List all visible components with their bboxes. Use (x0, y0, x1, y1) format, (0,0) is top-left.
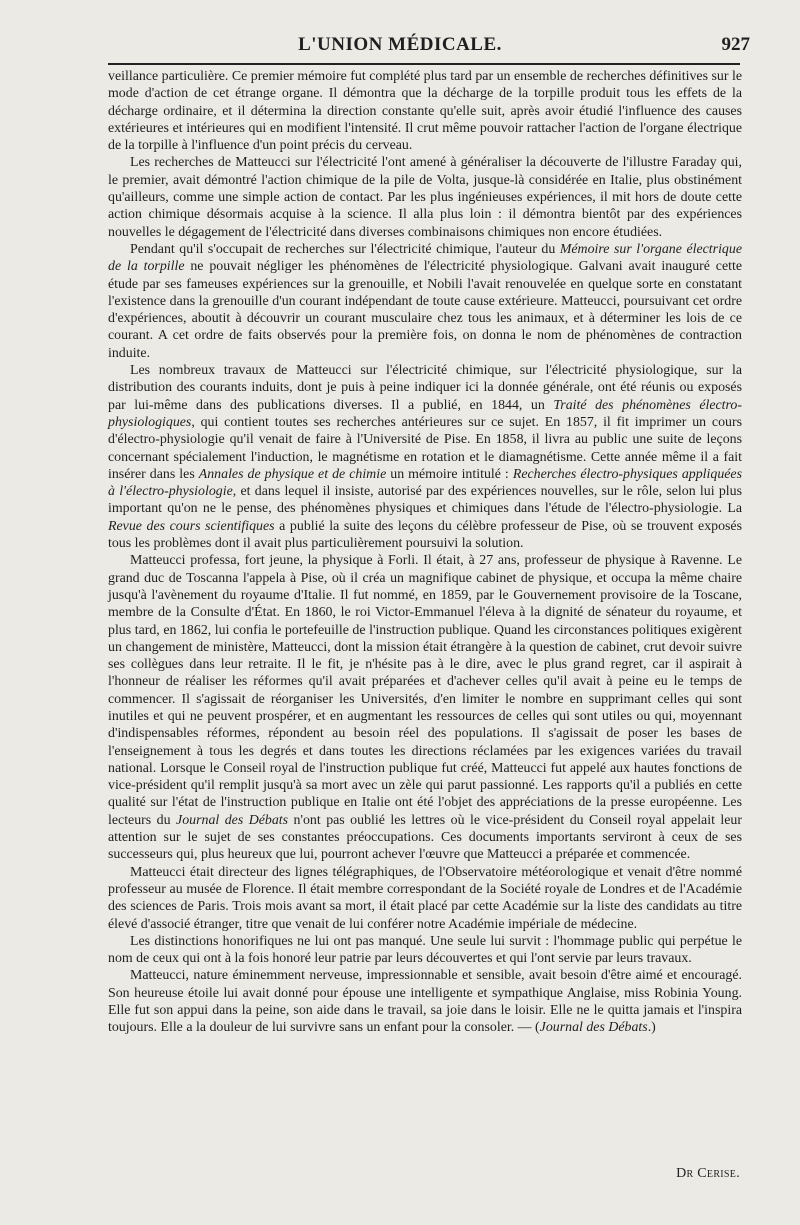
paragraph-6: Matteucci était directeur des lignes télégraphiques, de l'Observatoire météorologique et venait d'être nommé professeur au musée de Florence. Il était membre correspondant de la Société royale de Londres et de l'Académie des sciences de Paris. Trois mois avant sa mort, il était placé par cette Académie sur la liste des candidats au titre élevé d'associé étranger, titre que venait de lui conférer notre Académie impériale de médecine. (108, 864, 742, 932)
author-signature: Dr Cerise. (676, 1166, 740, 1181)
paragraph-8: Matteucci, nature éminemment nerveuse, impressionnable et sensible, avait besoin d'être aimé et encouragé. Son heureuse étoile lui avait donné pour épouse une intelligente et sympathique Anglaise, miss Robinia Young. Elle fut son appui dans la peine, son aide dans le travail, sa joie dans le loisir. Elle ne le quitta jamais et l'inspira toujours. Elle a la douleur de lui survivre sans un enfant pour la consoler. — (Journal des Débats.) (108, 968, 742, 1036)
running-title: L'UNION MÉDICALE. (298, 34, 502, 55)
paragraph-1: veillance particulière. Ce premier mémoire fut complété plus tard par un ensemble de recherches définitives sur le mode d'action de cet étrange organe. Il démontra que la décharge de la torpille produit tous les effets de la décharge ordinaire, et il détermina la direction constante qu'elle suit, après avoir étudié l'influence des causes extérieures et intérieures qui en modifient l'intensité. Il crut même pouvoir rattacher l'action de l'organe électrique de la torpille à l'influence d'un point précis du cerveau. (108, 69, 742, 154)
italic-title: Revue des cours scientifiques (108, 518, 275, 534)
italic-title: Journal des Débats (176, 812, 289, 828)
paragraph-4: Les nombreux travaux de Matteucci sur l'électricité chimique, sur l'électricité physiologique, sur la distribution des courants induits, dont je puis à peine indiquer ici la donnée générale, ont été réunis ou exposés par lui-même dans des publications diverses. Il a publié, en 1844, un Traité des phénomènes électro-physiologiques, qui contient toutes ses recherches antérieures sur ce sujet. En 1857, il fit imprimer un cours d'électro-physiologie qu'il venait de faire à l'Université de Pise. En 1858, il livra au public une suite de leçons concernant spécialement l'induction, le magnétisme en rotation et le diamagnétisme. Cette année même il a fait insérer dans les Annales de physique et de chimie un mémoire intitulé : Recherches électro-physiques appliquées à l'électro-physiologie, et dans lequel il insiste, autorisé par des expériences nouvelles, sur le rôle, selon lui plus important qu'on ne le pense, des phénomènes physiques et chimiques dans l'étude de l'électro-physiologie. La Revue des cours scientifiques a publié la suite des leçons du célèbre professeur de Pise, où se trouvent exposés tous les problèmes dont il avait plus particulièrement poursuivi la solution. (108, 363, 743, 552)
page-number: 927 (721, 34, 750, 55)
paragraph-7: Les distinctions honorifiques ne lui ont pas manqué. Une seule lui survit : l'hommage public qui perpétue le nom de ceux qui ont à la fois honoré leur patrie par leurs découvertes et qui l'ont servie par leurs travaux. (108, 933, 742, 967)
italic-title: Mémoire sur l'organe électrique de la torpille (108, 241, 742, 275)
italic-title: Traité des phénomènes électro-physiologiques (108, 397, 742, 430)
article-body (108, 68, 742, 1037)
running-header (0, 34, 800, 64)
paragraph-5: Matteucci professa, fort jeune, la physique à Forli. Il était, à 27 ans, professeur de physique à Ravenne. Le grand duc de Toscanna l'appela à Pise, où il créa un magnifique cabinet de physique, et occupa la même chaire jusqu'à l'avènement du royaume d'Italie. Il fut nommé, en 1859, par le Gouvernement provisoire de la Toscane, membre de la Consulte d'État. En 1860, le roi Victor-Emmanuel l'éleva à la dignité de sénateur du royaume, et plus tard, en 1862, lui confia le portefeuille de l'instruction publique. Quand les circonstances politiques exigèrent un changement de ministère, Matteucci, dont la mission était étrangère à la question de cabinet, crut devoir suivre ses collègues dans leur retraite. Il le fit, je n'hésite pas à le dire, avec le plus grand regret, car il aspirait à l'honneur de réaliser les réformes qu'il avait préparées et d'achever celles qu'il avait à peine eu le temps de commencer. Il s'agissait de réorganiser les Universités, d'en limiter le nombre en supprimant celles qui sont inutiles et qui ne peuvent prospérer, et en augmentant les ressources de celles qui sont utiles ou qui, moyennant d'indispensables réformes, répondent au besoin réel des populations. Il s'agissait de poser les bases de l'enseignement à tous les degrés et dans toutes les directions réclamées par les exigences variées du travail national. Lorsque le Conseil royal de l'instruction publique fut créé, Matteucci fut appelé aux hautes fonctions de vice-président qu'il remplit jusqu'à sa mort avec un zèle qui parut passionné. Les rapports qu'il a publiés en cette qualité sur l'état de l'instruction publique en Italie ont été l'objet des appréciations de la presse européenne. Les lecteurs du Journal des Débats n'ont pas oublié les lettres où le vice-président du Conseil royal appelait leur attention sur le sujet de ses constantes préoccupations. Ces documents importants serviront à ceux de ses successeurs qui, plus heureux que lui, pourront achever l'œuvre que Matteucci a préparée et commencée. (108, 553, 743, 863)
paragraph-3: Pendant qu'il s'occupait de recherches sur l'électricité chimique, l'auteur du Mémoire sur l'organe électrique de la torpille ne pouvait négliger les phénomènes de l'électricité physiologique. Galvani avait inauguré cette étude par ses fameuses expériences sur la grenouille, et Nobili l'avait renouvelée en quelque sorte en constatant l'existence dans la grenouille d'un courant indépendant de toute cause extérieure. Matteucci, poursuivant cet ordre d'expériences, aboutit à découvrir un courant musculaire chez tous les animaux, et à déterminer les lois de ce courant. A cet ordre de faits observés pour la première fois, on donna le nom de phénomènes de contraction induite. (108, 241, 742, 361)
italic-title: Recherches électro-physiques appliquées à l'électro-physiologie (108, 466, 743, 500)
italic-title: Annales de physique et de chimie (198, 466, 387, 482)
italic-title: Journal des Débats (539, 1020, 648, 1036)
header-rule (108, 63, 740, 65)
paragraph-2: Les recherches de Matteucci sur l'électricité l'ont amené à généraliser la découverte de l'illustre Faraday qui, le premier, avait démontré l'action chimique de la pile de Volta, jusque-là considérée en Italie, plus obstinément qu'ailleurs, comme une simple action de contact. Par les plus ingénieuses expériences, il mit hors de doute cette action chimique désormais acquise à la science. Il alla plus loin : il démontra bientôt par des expériences nouvelles le dégagement de l'électricité dans diverses combinaisons chimiques non encore étudiées. (108, 155, 742, 240)
